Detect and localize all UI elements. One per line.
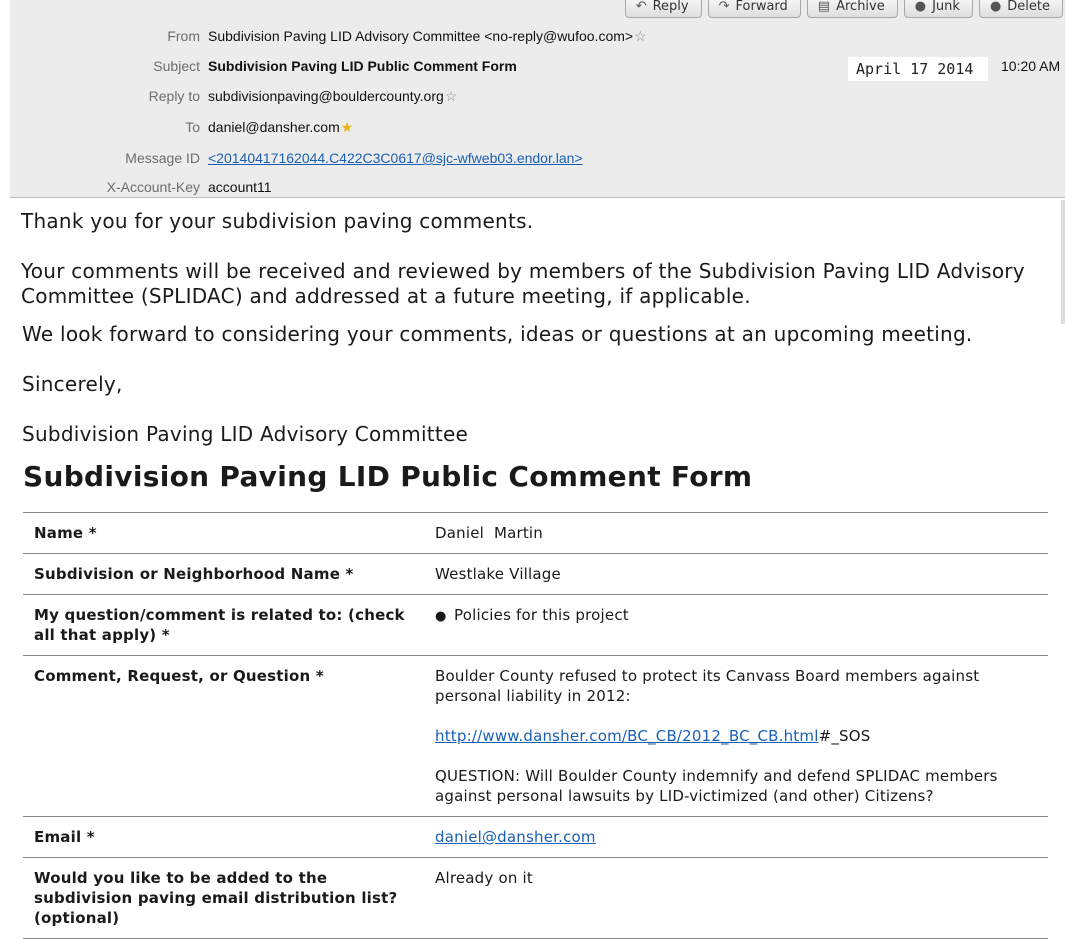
subject-value: Subdivision Paving LID Public Comment Form: [208, 58, 517, 74]
table-row: [23, 857, 1048, 939]
answer-name: Daniel Martin: [435, 524, 544, 542]
bullet-icon: ●: [435, 609, 447, 624]
message-id-label: Message ID: [125, 150, 200, 166]
answer-subdivision: Westlake Village: [435, 565, 561, 583]
delete-icon: ●: [989, 0, 1002, 14]
archive-button[interactable]: [807, 0, 898, 18]
message-toolbar: [625, 0, 1063, 18]
reply-to-label: Reply to: [148, 88, 200, 104]
question-distribution-list: Would you like to be added to the subdivision paving email distribution list? (optional): [34, 869, 398, 927]
answer-comment: [424, 656, 1048, 816]
message-signature: Subdivision Paving LID Advisory Committee: [22, 422, 469, 446]
reply-button[interactable]: [625, 0, 702, 18]
account-key-value: account11: [208, 179, 272, 195]
account-key-label: X-Account-Key: [106, 179, 200, 195]
to-label: To: [185, 119, 200, 135]
message-look-forward: We look forward to considering your comments, ideas or questions at an upcoming meeting.: [22, 322, 973, 346]
junk-button[interactable]: [904, 0, 973, 18]
answer-related-to-text: Policies for this project: [454, 606, 629, 624]
question-comment: Comment, Request, or Question *: [34, 667, 324, 685]
reply-icon: ↶: [635, 0, 647, 14]
header-subject-row: [10, 54, 517, 78]
question-email: Email *: [34, 828, 95, 846]
answer-distribution-list: Already on it: [435, 869, 533, 887]
message-header: [10, 0, 1065, 198]
table-row: [23, 816, 1048, 857]
forward-button-label: Forward: [735, 0, 788, 14]
delete-button[interactable]: [979, 0, 1063, 18]
answer-related-to: [424, 595, 1048, 655]
message-sincerely: Sincerely,: [22, 372, 123, 396]
comment-link-suffix: #_SOS: [818, 727, 871, 745]
reply-to-value[interactable]: subdivisionpaving@bouldercounty.org: [208, 88, 444, 104]
message-date: April 17 2014: [848, 57, 988, 81]
answer-comment-link-paragraph: [435, 726, 1040, 746]
header-message-id-row: [10, 146, 583, 170]
junk-button-label: Junk: [932, 0, 960, 14]
email-link[interactable]: daniel@dansher.com: [435, 828, 596, 846]
star-outline-icon[interactable]: ☆: [444, 87, 458, 104]
scrollbar[interactable]: [1061, 200, 1065, 324]
star-filled-icon[interactable]: ★: [340, 118, 354, 135]
archive-button-label: Archive: [836, 0, 885, 14]
table-row: [23, 655, 1048, 816]
table-row: [23, 512, 1048, 553]
header-from-row: [10, 24, 647, 48]
question-subdivision: Subdivision or Neighborhood Name *: [34, 565, 354, 583]
table-row: [23, 553, 1048, 594]
from-label: From: [167, 28, 200, 44]
forward-button[interactable]: [708, 0, 801, 18]
answer-comment-paragraph-1: Boulder County refused to protect its Canvass Board members against personal liability in 2012:: [435, 667, 980, 705]
form-title: Subdivision Paving LID Public Comment Form: [23, 460, 753, 493]
message-id-link[interactable]: <20140417162044.C422C3C0617@sjc-wfweb03.endor.lan>: [208, 150, 583, 166]
message-time: 10:20 AM: [1001, 58, 1061, 74]
message-thanks: Thank you for your subdivision paving comments.: [21, 209, 534, 233]
to-value[interactable]: daniel@dansher.com: [208, 119, 340, 135]
question-name: Name *: [34, 524, 97, 542]
header-account-key-row: [10, 175, 272, 199]
subject-label: Subject: [153, 58, 200, 74]
from-value[interactable]: Subdivision Paving LID Advisory Committee <no-reply@wufoo.com>: [208, 28, 634, 44]
junk-icon: ●: [914, 0, 927, 14]
answer-comment-paragraph-3: QUESTION: Will Boulder County indemnify and defend SPLIDAC members against personal lawsuits by LID-victimized (and other) Citizens?: [435, 767, 998, 805]
reply-button-label: Reply: [652, 0, 689, 14]
archive-icon: ▤: [817, 0, 831, 14]
message-review-notice: Your comments will be received and reviewed by members of the Subdivision Paving LID Advisory Committee (SPLIDAC) and addressed at a future meeting, if applicable.: [21, 259, 1025, 308]
table-row: [23, 594, 1048, 655]
form-table: [23, 512, 1048, 939]
header-to-row: [10, 115, 353, 139]
comment-link[interactable]: http://www.dansher.com/BC_CB/2012_BC_CB.html: [435, 727, 819, 745]
forward-icon: ↷: [718, 0, 730, 14]
question-related-to: My question/comment is related to: (check all that apply) *: [34, 606, 405, 644]
answer-email: [424, 817, 1048, 857]
star-outline-icon[interactable]: ☆: [634, 27, 647, 44]
delete-button-label: Delete: [1007, 0, 1050, 14]
header-reply-to-row: [10, 84, 457, 108]
